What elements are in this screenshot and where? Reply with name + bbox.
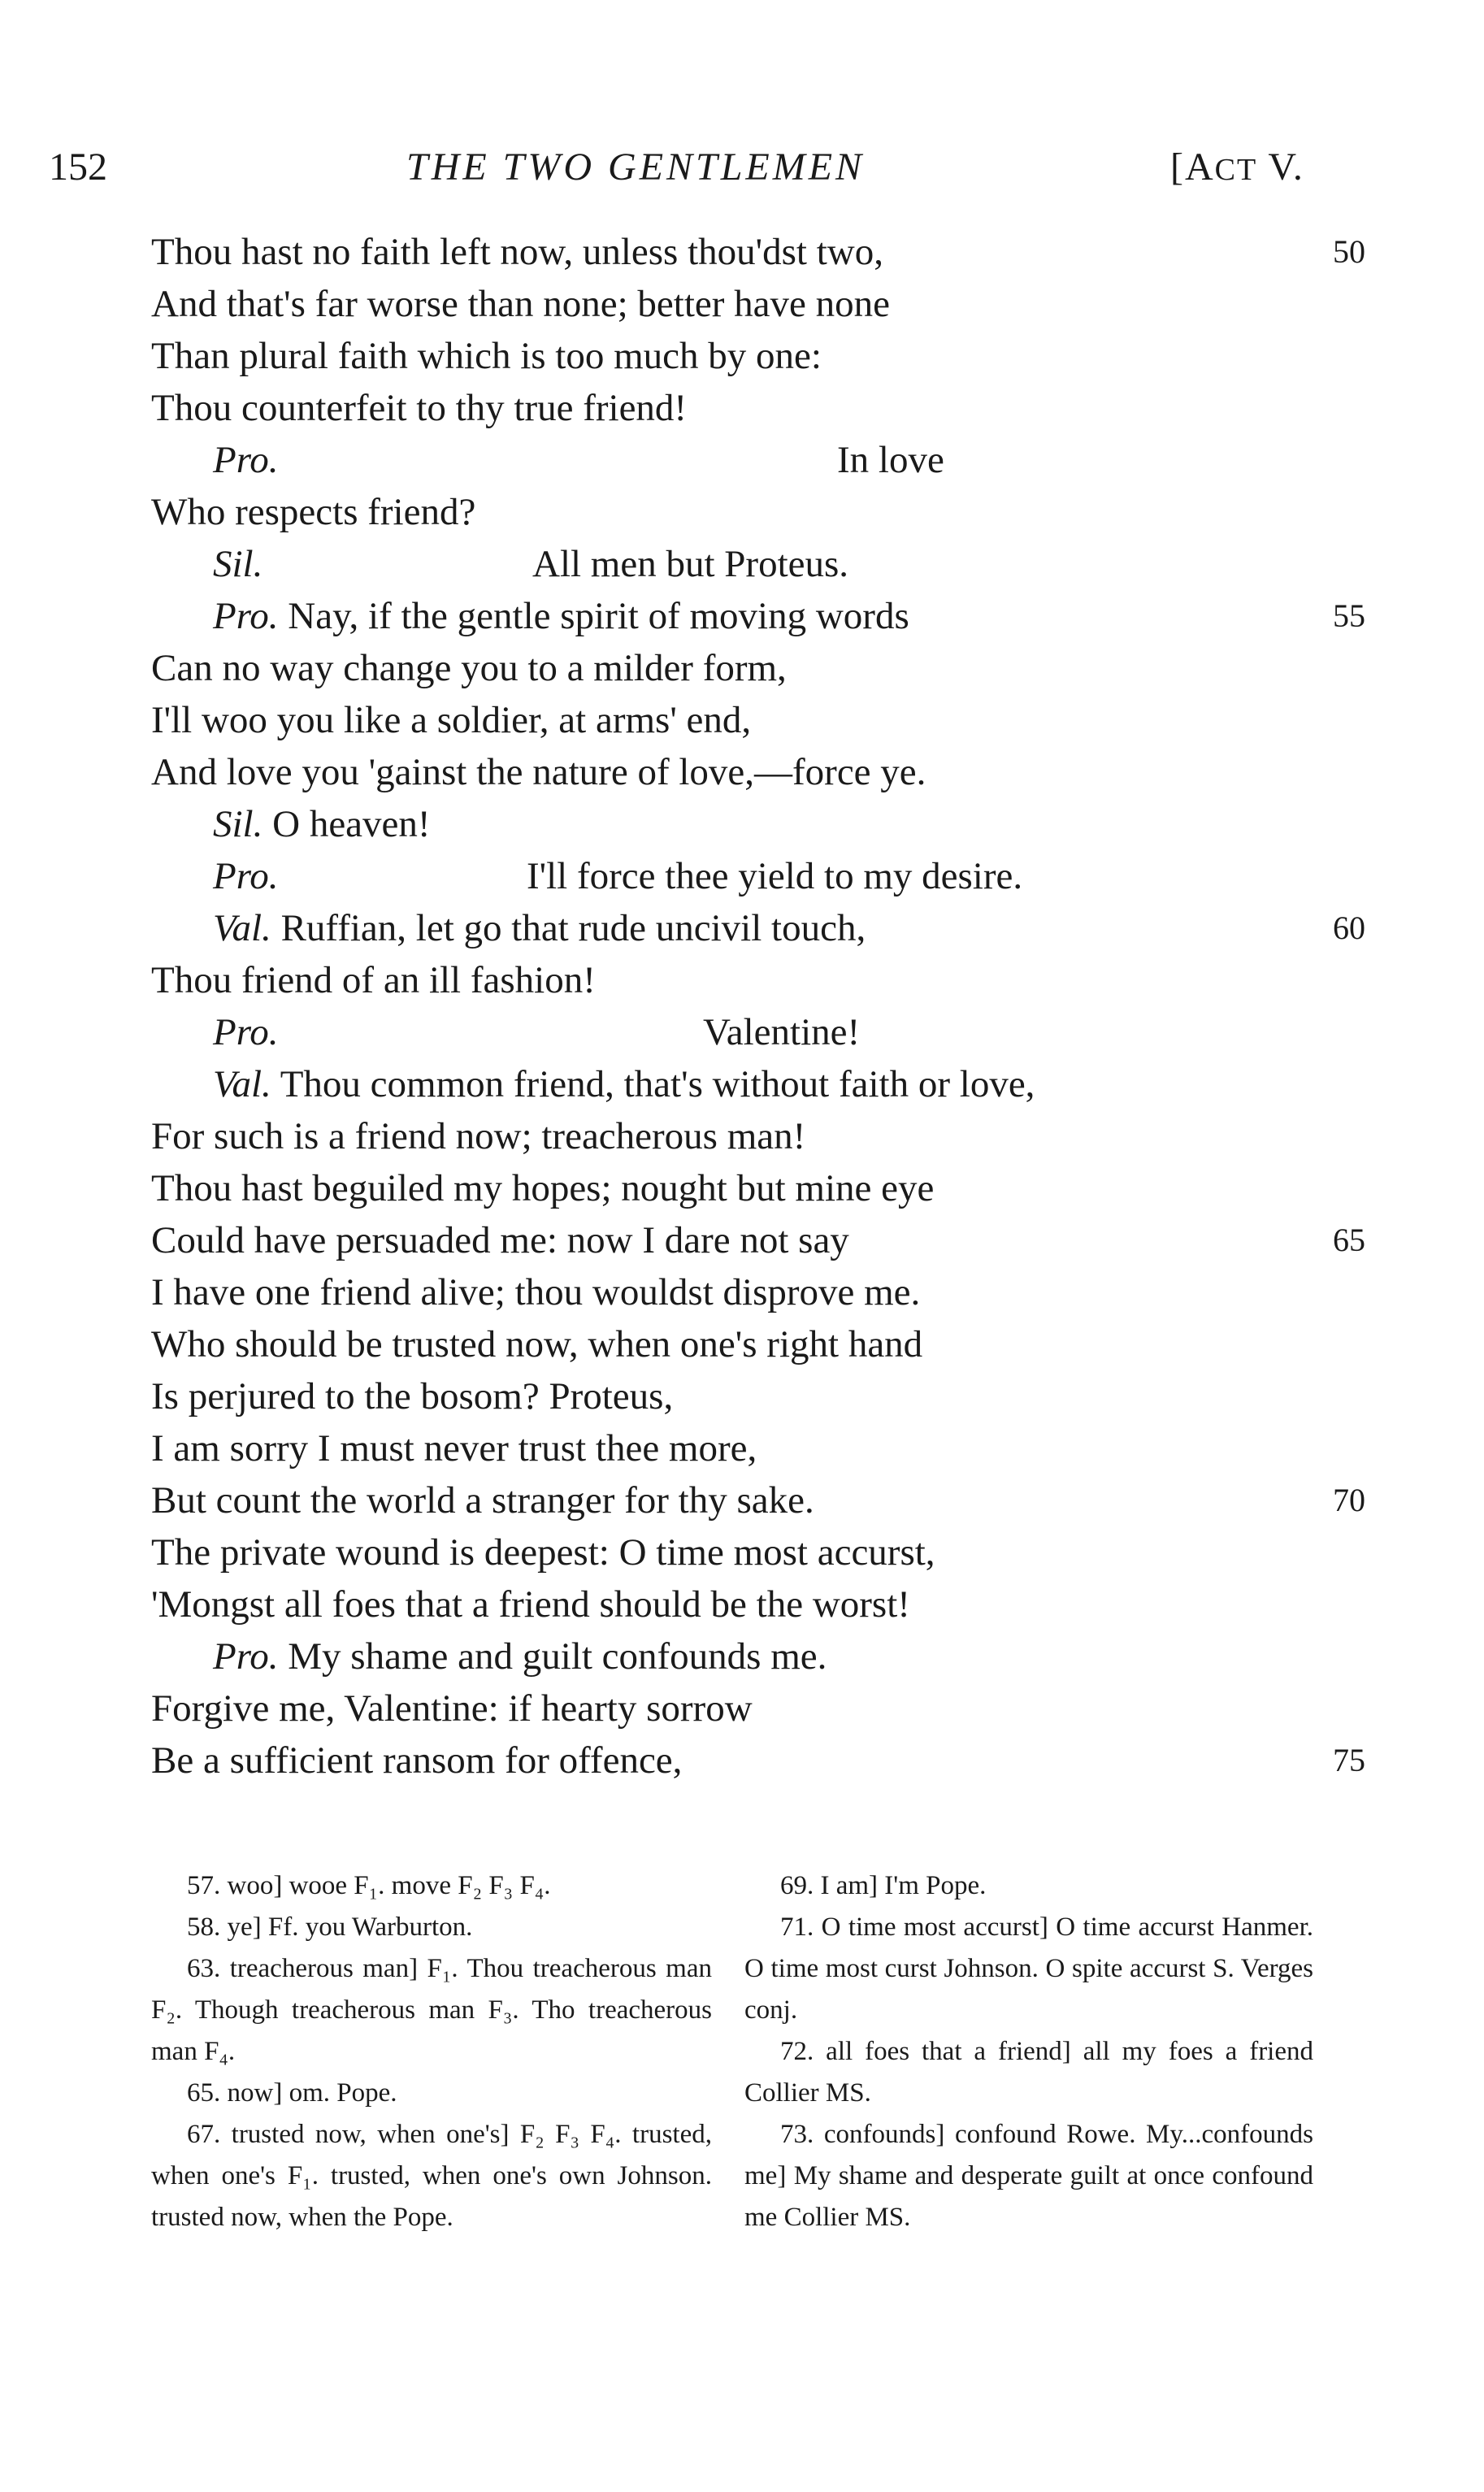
verse-line — [0, 1162, 1484, 1214]
note-65: 65. now] om. Pope. — [187, 2078, 397, 2108]
verse-line — [0, 486, 1484, 538]
line-number: 65 — [1333, 1222, 1365, 1258]
note-71: 71. O time most accurst] O time accurst Hanmer. O time most curst Johnson. O spite accurst S. Verges conj. — [744, 1912, 1313, 2025]
line-number: 70 — [1333, 1482, 1365, 1518]
line-text: Thou hast beguiled my hopes; nought but mine eye — [151, 1167, 935, 1209]
notes-column-left — [151, 1865, 712, 2238]
note-63: 63. treacherous man] F₁. Thou treacherous man F₂. Though treacherous man F₃. Tho treacherous man F₄. — [151, 1954, 712, 2066]
verse-line — [0, 590, 1484, 642]
speaker-label: Pro. — [213, 439, 279, 481]
speech-line — [213, 1630, 827, 1682]
speaker-label: Pro. — [213, 1011, 279, 1053]
verse-line — [0, 382, 1484, 434]
line-text: I have one friend alive; thou wouldst disprove me. — [151, 1271, 921, 1313]
note-57: 57. woo] wooe F₁. move F₂ F₃ F₄. — [187, 1871, 551, 1900]
verse-line — [0, 798, 1484, 850]
verse-line — [0, 746, 1484, 798]
line-text: And that's far worse than none; better have none — [151, 283, 890, 325]
line-text: Forgive me, Valentine: if hearty sorrow — [151, 1687, 753, 1730]
line-text: Be a sufficient ransom for offence, — [151, 1739, 683, 1782]
line-text: All men but Proteus. — [532, 543, 849, 585]
line-text: Thou common friend, that's without faith or love, — [280, 1063, 1035, 1105]
speaker-label: Sil. — [213, 543, 263, 585]
line-number: 60 — [1333, 910, 1365, 946]
page-header — [49, 137, 1349, 202]
verse-line — [0, 1058, 1484, 1110]
line-text: O heaven! — [272, 803, 431, 845]
verse-line — [0, 694, 1484, 746]
line-text: The private wound is deepest: O time most accurst, — [151, 1531, 935, 1574]
verse-line — [0, 330, 1484, 382]
speaker-label: Val. — [213, 907, 271, 949]
line-text: In love — [837, 439, 944, 481]
line-text: Thou counterfeit to thy true friend! — [151, 387, 688, 429]
note-73: 73. confounds] confound Rowe. My...confounds me] My shame and desperate guilt at once confound me Collier MS. — [744, 2120, 1313, 2232]
verse-line — [0, 642, 1484, 694]
line-text: I am sorry I must never trust thee more, — [151, 1427, 757, 1470]
speaker-label: Pro. — [213, 1635, 279, 1678]
act-num: V. — [1257, 145, 1304, 189]
speech-line — [213, 1058, 1035, 1110]
line-text: But count the world a stranger for thy sake. — [151, 1479, 814, 1522]
verse-line — [0, 1006, 1484, 1058]
act-small: CT — [1214, 153, 1258, 187]
line-text: Could have persuaded me: now I dare not say — [151, 1219, 849, 1261]
verse-line — [0, 1318, 1484, 1370]
verse-line — [0, 954, 1484, 1006]
line-text: Can no way change you to a milder form, — [151, 647, 787, 689]
verse-line — [0, 538, 1484, 590]
line-number: 50 — [1333, 233, 1365, 270]
verse-line — [0, 1214, 1484, 1266]
verse-line — [0, 1266, 1484, 1318]
verse-line — [0, 278, 1484, 330]
verse-block — [0, 226, 1484, 1787]
line-text: Who respects friend? — [151, 491, 476, 533]
running-title: THE TWO GENTLEMEN — [406, 145, 866, 189]
verse-line — [0, 1474, 1484, 1526]
line-text: Valentine! — [703, 1011, 861, 1053]
line-number: 75 — [1333, 1742, 1365, 1778]
line-text: Thou hast no faith left now, unless thou'dst two, — [151, 231, 883, 273]
verse-line — [0, 1682, 1484, 1734]
line-number: 55 — [1333, 597, 1365, 634]
act-open: [A — [1170, 145, 1215, 189]
speech-line — [213, 902, 866, 954]
line-text: 'Mongst all foes that a friend should be the worst! — [151, 1583, 910, 1626]
line-text: Nay, if the gentle spirit of moving words — [288, 595, 909, 637]
line-text: And love you 'gainst the nature of love,—force ye. — [151, 751, 926, 793]
speaker-label: Val. — [213, 1063, 271, 1105]
line-text: My shame and guilt confounds me. — [288, 1635, 827, 1678]
line-text: Who should be trusted now, when one's right hand — [151, 1323, 923, 1365]
speaker-label: Pro. — [213, 595, 279, 637]
line-text: I'll force thee yield to my desire. — [527, 855, 1023, 897]
speech-line — [213, 590, 909, 642]
verse-line — [0, 850, 1484, 902]
line-text: For such is a friend now; treacherous man! — [151, 1115, 806, 1157]
verse-line — [0, 226, 1484, 278]
verse-line — [0, 1110, 1484, 1162]
speaker-label: Pro. — [213, 855, 279, 897]
verse-line — [0, 1370, 1484, 1422]
verse-line — [0, 434, 1484, 486]
note-58: 58. ye] Ff. you Warburton. — [187, 1912, 473, 1942]
line-text: I'll woo you like a soldier, at arms' end, — [151, 699, 752, 741]
page-number: 152 — [49, 145, 107, 189]
speech-line — [213, 798, 431, 850]
speaker-label: Sil. — [213, 803, 263, 845]
line-text: Is perjured to the bosom? Proteus, — [151, 1375, 674, 1417]
line-text: Thou friend of an ill fashion! — [151, 959, 596, 1001]
line-text: Than plural faith which is too much by one: — [151, 335, 822, 377]
line-text: Ruffian, let go that rude uncivil touch, — [280, 907, 866, 949]
act-marker — [1170, 145, 1304, 189]
verse-line — [0, 1734, 1484, 1787]
note-69: 69. I am] I'm Pope. — [780, 1871, 987, 1900]
verse-line — [0, 1578, 1484, 1630]
verse-line — [0, 1526, 1484, 1578]
verse-line — [0, 1422, 1484, 1474]
verse-line — [0, 902, 1484, 954]
note-72: 72. all foes that a friend] all my foes a friend Collier MS. — [744, 2037, 1313, 2108]
note-67: 67. trusted now, when one's] F₂ F₃ F₄. trusted, when one's F₁. trusted, when one's own Johnson. trusted now, when the Pope. — [151, 2120, 712, 2232]
verse-line — [0, 1630, 1484, 1682]
notes-column-right — [744, 1865, 1313, 2238]
